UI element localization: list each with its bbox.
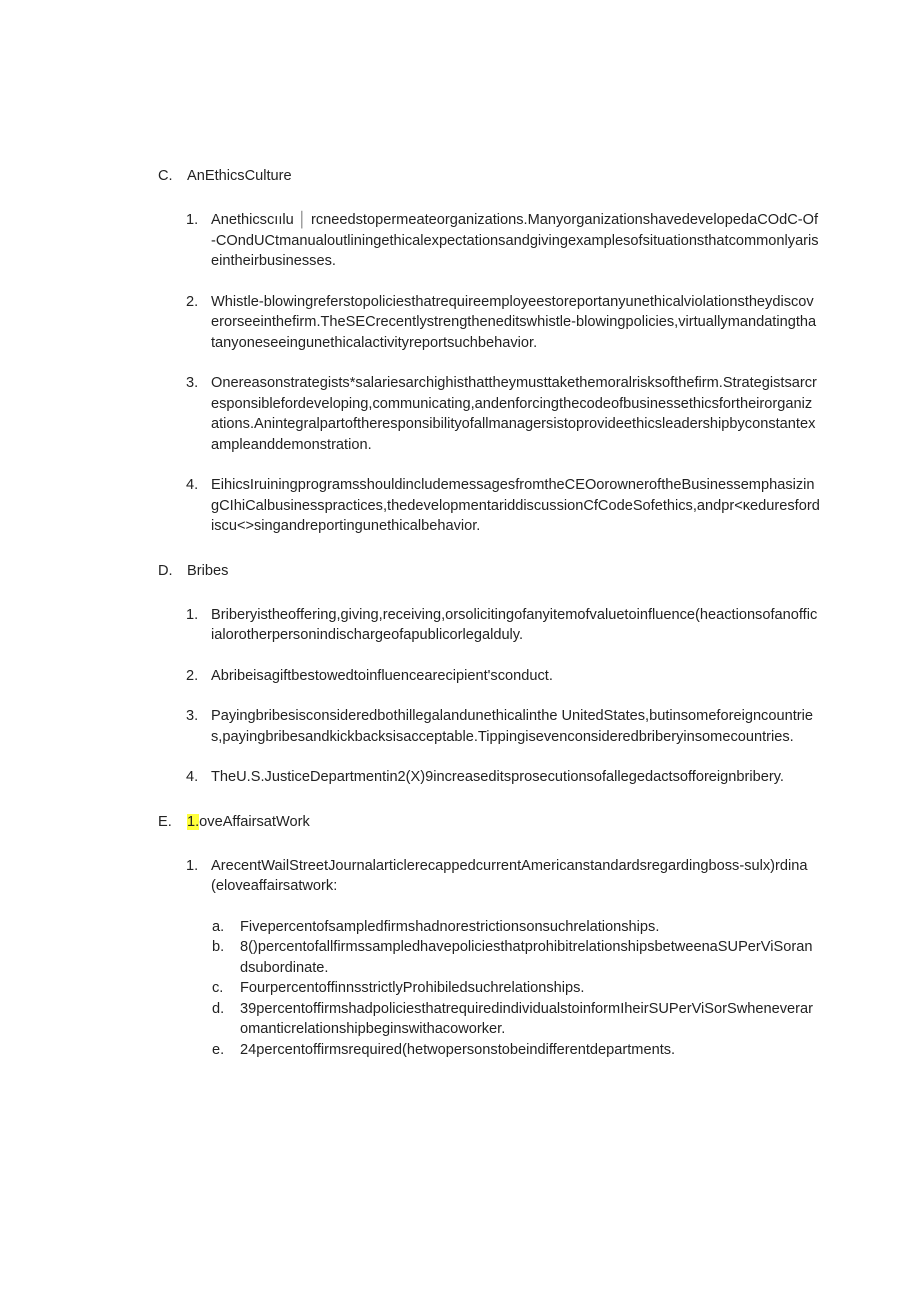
section-marker: C. xyxy=(158,168,173,184)
item-text: Onereasonstrategists*salariesarchighisthattheymusttakethemoralrisksofthefirm.Strategistsarcresponsiblefordeveloping,communicating,andenforcingthecodeofbusinessethicsfortheirorganizations.Anintegralpartoftheresponsibilityofallmanagersistoprovideethicsleadershipbyconstantexampleanddemonstration. xyxy=(211,375,817,453)
section-heading-c xyxy=(158,166,820,186)
sub-item-letter: e. xyxy=(212,1041,225,1058)
item-number: 3. xyxy=(186,708,199,724)
section-title: oveAffairsatWork xyxy=(199,813,310,830)
list-item xyxy=(158,856,820,897)
sub-item-text: Fivepercentofsampledfirmshadnorestrictionsonsuchrelationships. xyxy=(240,918,660,935)
sub-item-letter: d. xyxy=(212,1000,225,1017)
sub-item-letter: a. xyxy=(212,918,225,935)
text-cursor-mark: │ xyxy=(297,212,307,228)
item-text: Abribeisagiftbestowedtoinfluencearecipient'sconduct. xyxy=(211,667,553,684)
list-item xyxy=(158,373,820,455)
item-text: ArecentWailStreetJournalarticlerecappedcurrentAmericanstandardsregardingboss-sulx)rdina(eloveaffairsatwork: xyxy=(211,857,808,894)
section-marker: E. xyxy=(158,813,172,830)
item-number: 1. xyxy=(186,212,199,228)
item-number: 2. xyxy=(186,667,199,684)
item-number: 4. xyxy=(186,769,199,785)
item-text: Briberyistheoffering,giving,receiving,orsolicitingofanyitemofvaluetoinfluence(heactionsofanofficialorotherpersonindischargeofapublicorlegalduly. xyxy=(211,606,818,643)
sub-item-letter: b. xyxy=(212,939,225,955)
item-text-start: Anethicscıılu xyxy=(211,212,294,228)
sub-list-item xyxy=(158,1040,820,1061)
section-heading-e xyxy=(158,812,820,832)
section-marker: D. xyxy=(158,562,173,579)
sub-item-text: 8()percentofallfirmssampledhavepoliciesthatprohibitrelationshipsbetweenaSUPerViSorandsubordinate. xyxy=(240,939,813,976)
item-number: 1. xyxy=(186,606,199,623)
item-text: Payingbribesisconsideredbothillegalandunethicalinthe UnitedStates,butinsomeforeigncountries,payingbribesandkickbacksisacceptable.Tippingisevenconsideredbriberyinsomecountries. xyxy=(211,708,813,745)
section-title: Bribes xyxy=(187,562,229,579)
item-number: 1. xyxy=(186,857,199,874)
sub-list-item xyxy=(158,978,820,999)
sub-item-text: 24percentoffirmsrequired(hetwopersonstobeindifferentdepartments. xyxy=(240,1041,676,1058)
sub-item-text: FourpercentoffinnsstrictlyProhibiledsuchrelationships. xyxy=(240,980,585,996)
sub-item-letter: c. xyxy=(212,980,224,996)
sub-list-item xyxy=(158,917,820,938)
document-body xyxy=(158,166,820,1064)
item-number: 4. xyxy=(186,477,199,493)
section-heading-d xyxy=(158,561,820,581)
list-item xyxy=(158,210,820,272)
item-text-rest: rcneedstopermeateorganizations.ManyorganizationshavedevelopedaCOdC-Of-COndUCtmanualoutliningethicalexpectationsandgivingexamplesofsituationsthatcommonlyariseintheirbusinesses. xyxy=(211,212,819,269)
item-number: 3. xyxy=(186,375,199,391)
sub-list-item xyxy=(158,937,820,978)
list-item xyxy=(158,666,820,687)
sub-list-item xyxy=(158,999,820,1040)
item-text: TheU.S.JusticeDepartmentin2(X)9increaseditsprosecutionsofallegedactsofforeignbribery. xyxy=(211,769,784,785)
highlighted-text: 1. xyxy=(187,813,200,830)
list-item xyxy=(158,292,820,354)
sub-item-text: 39percentoffirmshadpoliciesthatrequiredindividualstoinformIheirSUPerViSorSwheneveraromanticrelationshipbeginswithacoworker. xyxy=(240,1000,813,1037)
list-item xyxy=(158,475,820,537)
item-text: EihicsIruiningprogramsshouldincludemessagesfromtheCEOorowneroftheBusinessemphasizingCIhiCalbusinesspractices,thedevelopmentariddiscussionCfCodeSofethics,andpr<κeduresfordiscu<>singandreportingunethicalbehavior. xyxy=(211,477,820,534)
list-item xyxy=(158,767,820,788)
sub-list xyxy=(158,917,820,1061)
list-item xyxy=(158,706,820,747)
section-title: AnEthicsCulture xyxy=(187,168,292,184)
item-number: 2. xyxy=(186,293,199,310)
list-item xyxy=(158,605,820,646)
item-text: Whistle-blowingreferstopoliciesthatrequireemployeestoreportanyunethicalviolationstheydiscoverorseeinthefirm.TheSECrecentlystrengtheneditswhistle-blowingpolicies,virtuallymandatingthatanyoneseeingunethicalactivityreportsuchbehavior. xyxy=(211,293,817,351)
